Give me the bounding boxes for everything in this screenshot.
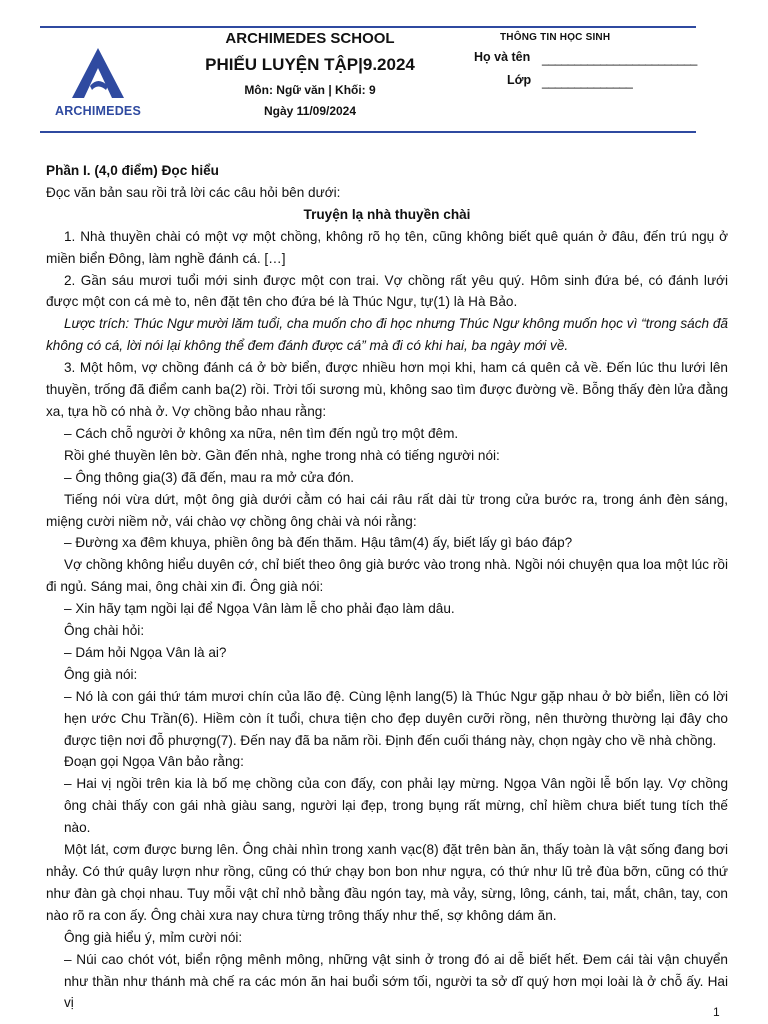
story-title: Truyện lạ nhà thuyền chài (303, 206, 471, 222)
story-paragraph: Đoạn gọi Ngọa Vân bảo rằng: (64, 754, 244, 770)
school-logo (44, 46, 152, 122)
story-paragraph: 2. Gần sáu mươi tuổi mới sinh được một con trai. Vợ chồng rất yêu quý. Hôm sinh đứa bé, có đánh lưới được một con cá mè to, nên đặt tên cho đứa bé là Thúc Ngư, tự(1) là Hà Bảo. (46, 272, 728, 310)
name-field[interactable]: ________________________ (542, 52, 697, 66)
subject-grade: Môn: Ngữ văn | Khối: 9 (244, 83, 376, 97)
story-paragraph: Rồi ghé thuyền lên bờ. Gần đến nhà, nghe trong nhà có tiếng người nói: (64, 447, 500, 463)
logo-wordmark: ARCHIMEDES (54, 104, 142, 118)
name-label: Họ và tên (474, 50, 531, 64)
worksheet-title: PHIẾU LUYỆN TẬP|9.2024 (205, 55, 415, 74)
dialogue-line: – Dám hỏi Ngọa Vân là ai? (64, 644, 227, 660)
reading-section (46, 160, 728, 1014)
dialogue-line: – Xin hãy tạm ngồi lại để Ngọa Vân làm lễ cho phải đạo làm dâu. (64, 601, 455, 617)
dialogue-line: – Ông thông gia(3) đã đến, mau ra mở cửa đón. (64, 469, 355, 485)
dialogue-line: – Cách chỗ người ở không xa nữa, nên tìm đến ngủ trọ một đêm. (64, 425, 459, 441)
dialogue-line: – Nó là con gái thứ tám mươi chín của lão đệ. Cùng lệnh lang(5) là Thúc Ngư gặp nhau ở bờ biển, liền có lời hẹn ước Chu Trần(6). Hiềm còn ít tuổi, chưa tiện cho đẹp duyên cưỡi rồng, nên thường thường lại đây cho được tiện nơi đỗ phượng(7). Đến nay đã ba năm rồi. Định đến cuối tháng này, chọn ngày cho về nhà chồng. (64, 688, 728, 748)
story-paragraph: Tiếng nói vừa dứt, một ông già dưới cằm có hai cái râu rất dài từ trong cửa bước ra, trong ánh đèn sáng, miệng cười niềm nở, vái chào vợ chồng ông chài và nói rằng: (46, 491, 728, 529)
worksheet-date: Ngày 11/09/2024 (263, 104, 357, 118)
story-paragraph: Ông già nói: (64, 666, 138, 682)
dialogue-line: – Núi cao chót vót, biển rộng mênh mông, những vật sinh ở trong đó ai dễ biết hết. Đem cái tài vận chuyển như thần như thánh mà chế ra các món ăn hai buổi sớm tối, người ta sở dĩ quý hơn mọi loài là ở chỗ ấy. Hai vị (64, 951, 728, 1011)
summary-paragraph: Lược trích: Thúc Ngư mười lăm tuổi, cha muốn cho đi học nhưng Thúc Ngư không muốn học vì “trong sách đã không có cá, lời nói lại không thể đem đánh được cá” mà đi có khi hai, ba ngày mới về. (46, 316, 728, 354)
archimedes-a-icon (70, 46, 126, 100)
story-paragraph: Ông chài hỏi: (64, 623, 145, 639)
school-name: ARCHIMEDES SCHOOL (225, 30, 395, 47)
student-info-title: THÔNG TIN HỌC SINH (500, 32, 611, 43)
class-label: Lớp (507, 73, 532, 87)
header-bottom-rule (40, 131, 696, 133)
story-paragraph: Vợ chồng không hiểu duyên cớ, chỉ biết theo ông già bước vào trong nhà. Ngồi nói chuyện qua loa một lúc rồi đi ngủ. Sáng mai, ông chài xin đi. Ông già nói: (46, 557, 728, 595)
section-heading: Phần I. (4,0 điểm) Đọc hiểu (46, 163, 219, 178)
header-top-rule (40, 26, 696, 28)
story-paragraph: Một lát, cơm được bưng lên. Ông chài nhìn trong xanh vạc(8) đặt trên bàn ăn, thấy toàn là vật sống đang bơi nhảy. Có thứ quây lượn như rồng, cũng có thứ chạy bon bon như ngựa, có thứ như lũ trẻ đùa bỡn, cũng có thứ như đàn gà chọi nhau. Tuy mỗi vật chỉ nhỏ bằng đầu ngón tay, mà vảy, sừng, lông, cánh, tai, mắt, chân, tay, con nào rõ ra con ấy. Ông chài xưa nay chưa từng trông thấy như thế, sợ không dám ăn. (46, 842, 728, 923)
story-paragraph: 3. Một hôm, vợ chồng đánh cá ở bờ biển, được nhiều hơn mọi khi, ham cá quên cả về. Đến lúc thu lưới lên thuyền, trống đã điểm canh ba(2) rồi. Trời tối sương mù, không sao tìm được đường về. Bỗng thấy đèn lửa đằng xa, tựa hồ có nhà ở. Vợ chồng bảo nhau rằng: (46, 360, 728, 419)
page-number: 1 (713, 1005, 720, 1019)
section-instruction: Đọc văn bản sau rồi trả lời các câu hỏi bên dưới: (46, 184, 341, 200)
story-paragraph: Ông già hiểu ý, mỉm cười nói: (64, 929, 243, 945)
class-field[interactable]: ______________ (542, 75, 633, 89)
dialogue-line: – Đường xa đêm khuya, phiền ông bà đến thăm. Hậu tâm(4) ấy, biết lấy gì báo đáp? (64, 535, 573, 551)
dialogue-line: – Hai vị ngồi trên kia là bố mẹ chồng của con đấy, con phải lạy mừng. Ngọa Vân ngồi lễ bốn lạy. Vợ chồng ông chài thấy con gái nhà giàu sang, người lại đẹp, trong bụng rất mừng, chỉ hiềm chưa biết tung tích thế nào. (64, 776, 728, 836)
story-paragraph: 1. Nhà thuyền chài có một vợ một chồng, không rõ họ tên, cũng không biết quê quán ở đâu, đến trú ngụ ở miền biển Đông, làm nghề đánh cá. […] (46, 228, 728, 266)
